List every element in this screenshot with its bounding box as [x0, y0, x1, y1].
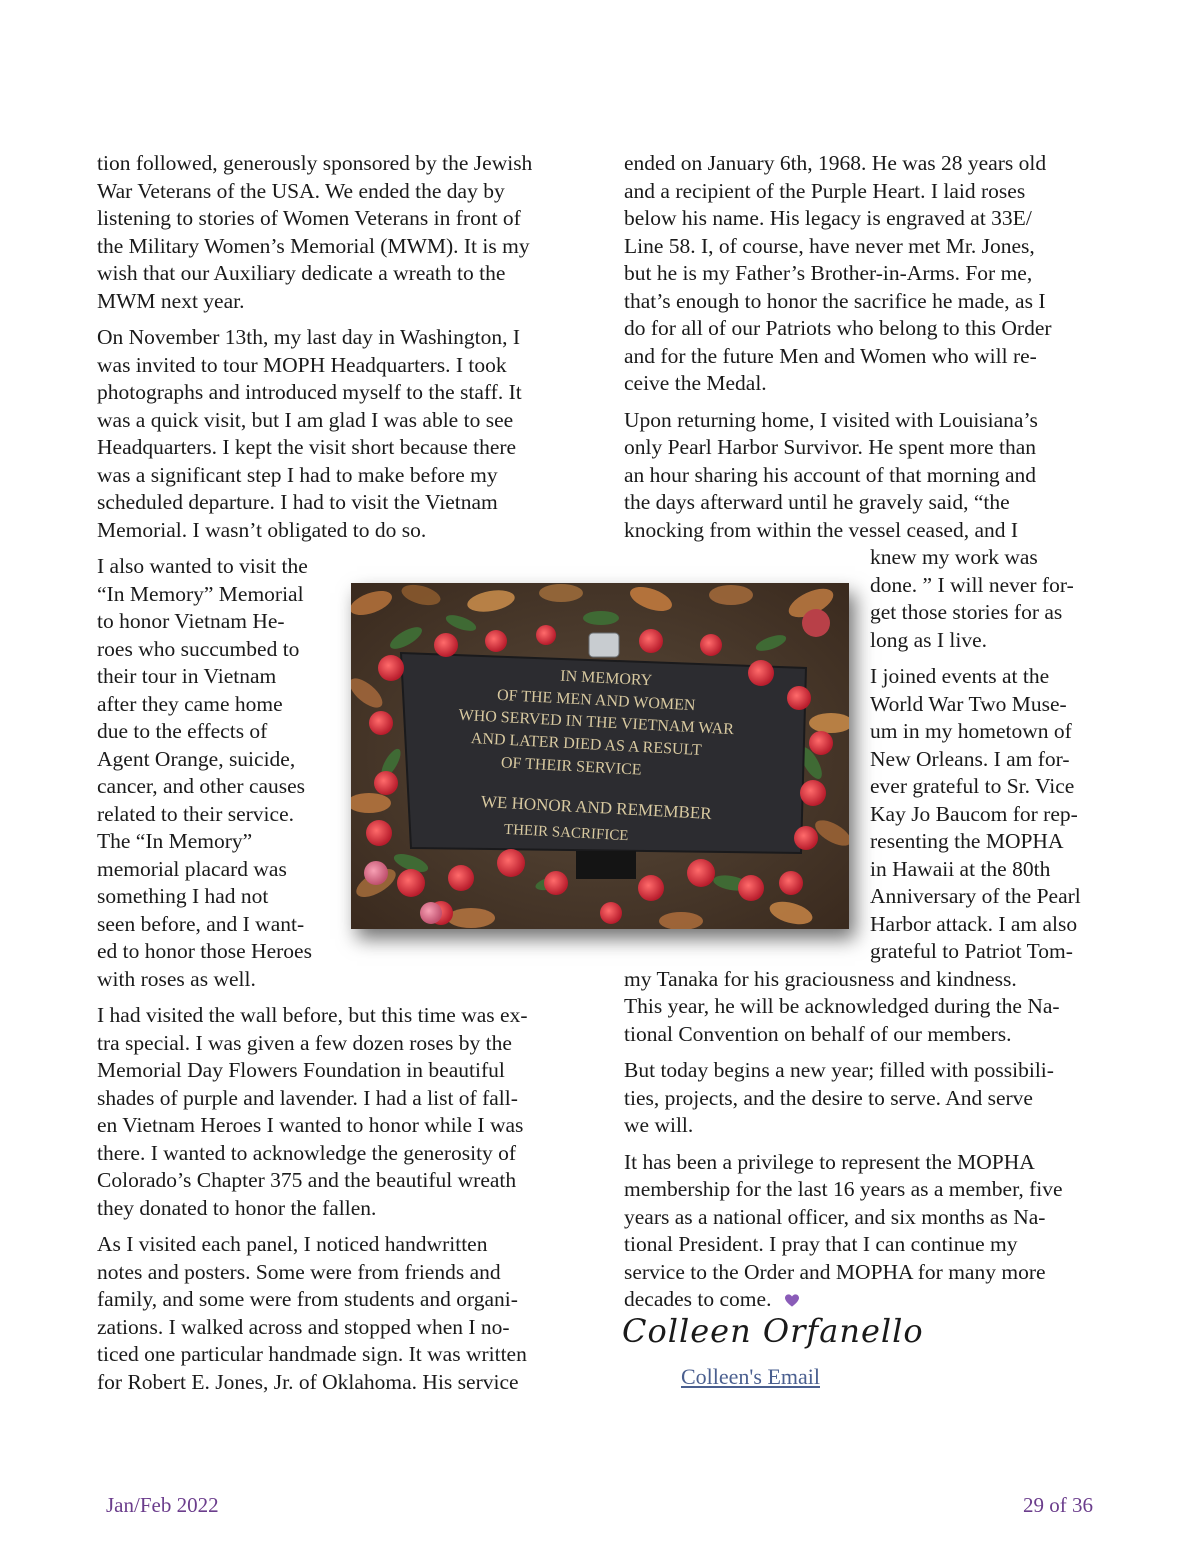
text-line: seen before, and I want- — [97, 911, 305, 936]
text-line: service to the Order and MOPHA for many more — [624, 1259, 1046, 1284]
text-line: roes who succumbed to — [97, 636, 300, 661]
plaque-line: AND LATER DIED AS A RESULT — [470, 729, 703, 760]
text-line: photographs and introduced myself to the staff. It — [97, 380, 522, 404]
text-line: en Vietnam Heroes I wanted to honor while I was — [97, 1113, 524, 1137]
text-line: Line 58. I, of course, have never met Mr. Jones, — [624, 233, 1035, 258]
text-line: notes and posters. Some were from friends and — [97, 1259, 501, 1284]
text-line: ever grateful to Sr. Vice — [870, 774, 1075, 798]
text-line: they donated to honor the fallen. — [97, 1195, 377, 1220]
text-line: “In Memory” Memorial — [97, 581, 304, 606]
text-line: zations. I walked across and stopped when I no- — [97, 1314, 510, 1339]
text-line: knew my work was — [870, 545, 1038, 569]
text-line: we will. — [624, 1113, 694, 1137]
text-line: there. I wanted to acknowledge the generosity of — [97, 1140, 517, 1165]
memorial-plaque-photo — [351, 583, 849, 929]
text-line: years as a national officer, and six months as Na- — [624, 1204, 1046, 1229]
text-line: family, and some were from students and organi- — [97, 1287, 518, 1311]
text-line-with-heart — [624, 1286, 1106, 1314]
text-line: for Robert E. Jones, Jr. of Oklahoma. His service — [97, 1369, 519, 1394]
text-line: World War Two Muse- — [870, 691, 1067, 716]
text-line: membership for the last 16 years as a member, five — [624, 1177, 1063, 1201]
text-line: only Pearl Harbor Survivor. He spent more than — [624, 435, 1036, 459]
plaque-line: WHO SERVED IN THE VIETNAM WAR — [458, 706, 735, 739]
email-link[interactable]: Colleen's Email — [681, 1364, 820, 1389]
text-line: resenting the MOPHA — [870, 829, 1064, 853]
paragraph — [97, 1231, 579, 1396]
text-line: This year, he will be acknowledged during the Na- — [624, 994, 1060, 1018]
text-line: scheduled departure. I had to visit the Vietnam — [97, 490, 498, 514]
text-line: Harbor attack. I am also — [870, 911, 1078, 936]
text-line: ceive the Medal. — [624, 371, 767, 395]
text-line: tion followed, generously sponsored by the Jewish — [97, 151, 533, 175]
text-line: The “In Memory” — [97, 829, 253, 853]
text-line: cancer, and other causes — [97, 774, 306, 798]
paragraph — [97, 150, 579, 315]
text-line: tional President. I pray that I can continue my — [624, 1232, 1018, 1256]
plaque-mount — [576, 851, 636, 879]
paragraph — [624, 1149, 1106, 1314]
text-line: ed to honor those Heroes — [97, 939, 312, 963]
text-line: was invited to tour MOPH Headquarters. I took — [97, 352, 507, 377]
text-line: to honor Vietnam He- — [97, 609, 285, 633]
text-line: Headquarters. I kept the visit short because there — [97, 435, 517, 459]
text-line: long as I live. — [870, 627, 988, 652]
text-line: their tour in Vietnam — [97, 664, 277, 688]
text-line: with roses as well. — [97, 966, 256, 991]
text-line: due to the effects of — [97, 719, 268, 743]
footer-page-number: 29 of 36 — [1023, 1493, 1093, 1517]
text-line: tra special. I was given a few dozen roses by the — [97, 1030, 512, 1055]
text-line: Anniversary of the Pearl — [870, 884, 1081, 908]
text-line: On November 13th, my last day in Washington, I — [97, 325, 521, 349]
photo-illustration — [351, 583, 849, 929]
text-line: I also wanted to visit the — [97, 554, 308, 578]
text-line: do for all of our Patriots who belong to this Order — [624, 316, 1052, 340]
text-line: something I had not — [97, 884, 269, 908]
text-line: the Military Women’s Memorial (MWM). It is my — [97, 233, 530, 258]
text-line: ticed one particular handmade sign. It was written — [97, 1342, 527, 1366]
text-line: get those stories for as — [870, 600, 1063, 624]
text-line: But today begins a new year; filled with possibili- — [624, 1058, 1054, 1082]
text-line: in Hawaii at the 80th — [870, 856, 1051, 881]
paragraph — [97, 553, 335, 993]
text-line: ties, projects, and the desire to serve. And serve — [624, 1085, 1033, 1110]
text-line: shades of purple and lavender. I had a list of fall- — [97, 1085, 518, 1110]
plaque-line: OF THE MEN AND WOMEN — [496, 686, 696, 715]
text-line: As I visited each panel, I noticed handwritten — [97, 1232, 488, 1256]
paragraph — [97, 324, 579, 544]
text-line: grateful to Patriot Tom- — [870, 939, 1073, 963]
text-line: tional Convention on behalf of our members. — [624, 1021, 1012, 1046]
text-line: ended on January 6th, 1968. He was 28 years old — [624, 151, 1047, 175]
text-line: decades to come. — [624, 1287, 772, 1311]
text-line: was a quick visit, but I am glad I was able to see — [97, 407, 514, 432]
text-line: knocking from within the vessel ceased, and I — [624, 517, 1019, 542]
text-line: I had visited the wall before, but this time was ex- — [97, 1003, 528, 1027]
text-line: my Tanaka for his graciousness and kindness. — [624, 966, 1017, 991]
text-line: Memorial Day Flowers Foundation in beautiful — [97, 1058, 505, 1082]
text-line: Agent Orange, suicide, — [97, 746, 296, 771]
light-fixture — [589, 633, 619, 657]
text-line: War Veterans of the USA. We ended the day by — [97, 178, 505, 203]
text-line: New Orleans. I am for- — [870, 746, 1070, 771]
text-line: and for the future Men and Women who will re- — [624, 343, 1037, 368]
text-line: after they came home — [97, 691, 283, 716]
text-line: that’s enough to honor the sacrifice he made, as I — [624, 288, 1046, 313]
text-line: done. ” I will never for- — [870, 572, 1074, 597]
text-line: Kay Jo Baucom for rep- — [870, 801, 1078, 826]
text-line: I joined events at the — [870, 664, 1050, 688]
text-line: Memorial. I wasn’t obligated to do so. — [97, 517, 427, 542]
heart-icon — [785, 1294, 799, 1308]
text-line: the days afterward until he gravely said, “the — [624, 490, 1010, 514]
text-line: memorial placard was — [97, 856, 287, 881]
text-line: It has been a privilege to represent the MOPHA — [624, 1149, 1035, 1174]
text-line: Upon returning home, I visited with Louisiana’s — [624, 407, 1038, 432]
text-line: but he is my Father’s Brother-in-Arms. For me, — [624, 261, 1033, 285]
plaque-line: OF THEIR SERVICE — [500, 754, 642, 779]
paragraph — [624, 150, 1106, 398]
plaque-line: WE HONOR AND REMEMBER — [480, 791, 713, 824]
plaque-line: THEIR SACRIFICE — [503, 821, 629, 845]
text-line: and a recipient of the Purple Heart. I laid roses — [624, 178, 1026, 203]
text-line: MWM next year. — [97, 288, 245, 313]
signature: Colleen Orfanello — [622, 1312, 924, 1350]
text-line: related to their service. — [97, 801, 294, 826]
text-line: Colorado’s Chapter 375 and the beautiful wreath — [97, 1168, 517, 1192]
text-line: was a significant step I had to make before my — [97, 462, 498, 487]
text-line: listening to stories of Women Veterans in front of — [97, 206, 521, 230]
text-line: wish that our Auxiliary dedicate a wreath to the — [97, 261, 506, 285]
paragraph — [624, 1057, 1106, 1140]
plaque-line: IN MEMORY — [559, 667, 653, 690]
paragraph — [97, 1002, 579, 1222]
footer-date: Jan/Feb 2022 — [106, 1493, 219, 1517]
text-line: um in my hometown of — [870, 719, 1072, 743]
text-line: an hour sharing his account of that morning and — [624, 462, 1036, 487]
text-line: below his name. His legacy is engraved at 33E/ — [624, 206, 1032, 230]
